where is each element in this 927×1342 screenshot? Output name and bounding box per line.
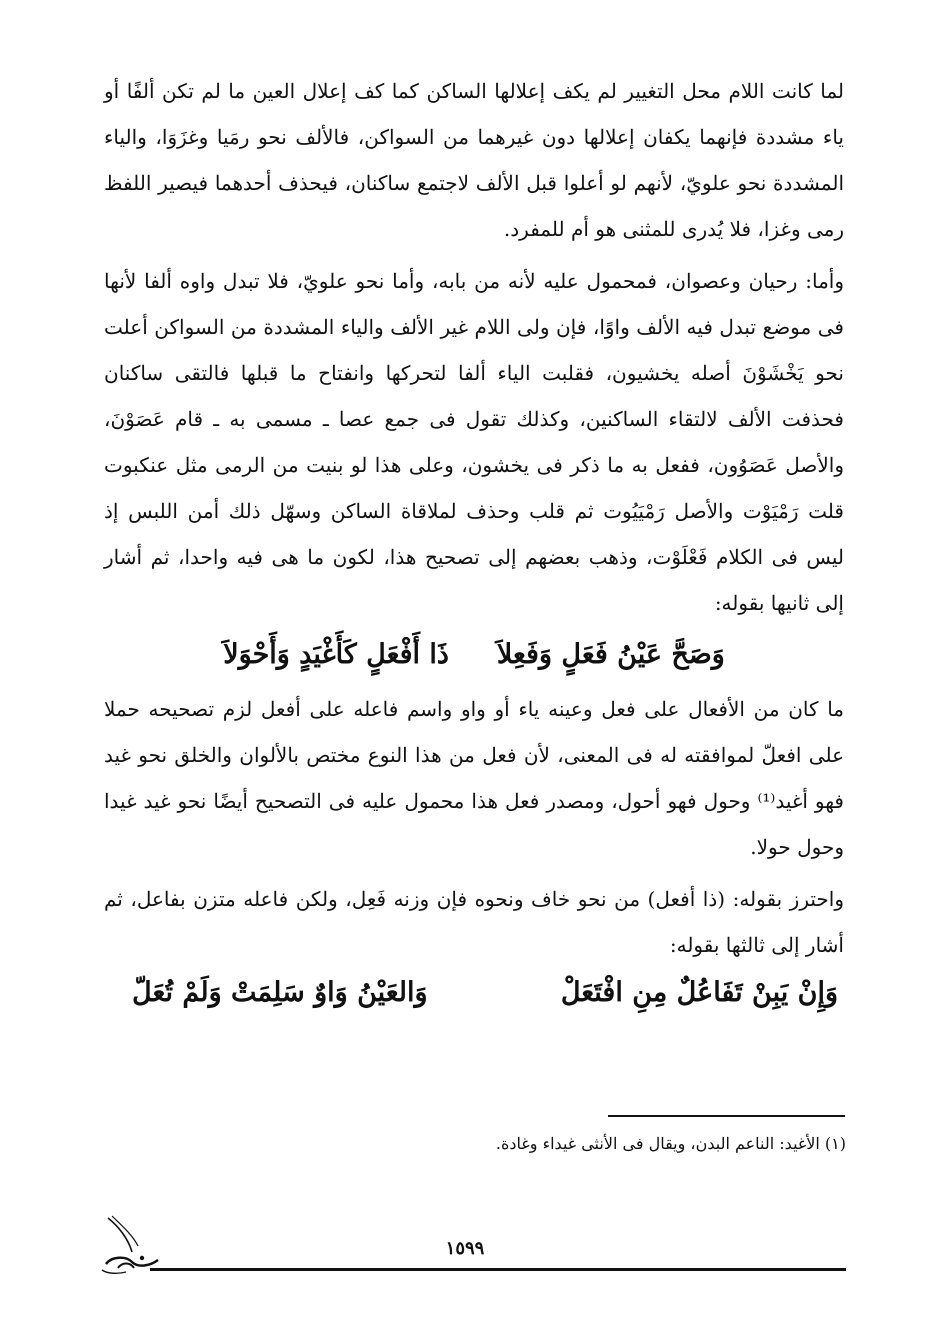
paragraph-3: ما كان من الأفعال على فعل وعينه ياء أو واو واسم فاعله على أفعل لزم تصحيحه حملا على افعلّ لموافقته له فى المعنى، لأن فعل من هذا النوع مختص بالألوان والخلق نحو غيد فهو أغيد⁽¹⁾ وحول فهو أحول، ومصدر فعل هذا محمول عليه فى التصحيح أيضًا نحو غيد غيدا وحول حولا.: [104, 697, 844, 859]
verse-1-right-hemistich: وَصَحَّ عَيْنُ فَعَلٍ وَفَعِلاَ: [496, 639, 725, 670]
footnote-separator: [608, 1115, 845, 1117]
verse-1: [104, 630, 844, 680]
verse-1-left-hemistich: ذَا أَفْعَلٍ كَأَغْيَدٍ وَأَحْوَلاَ: [223, 639, 449, 670]
publisher-ornament-icon: [98, 1212, 170, 1282]
paragraph-4: واحترز بقوله: (ذا أفعل) من نحو خاف ونحوه فإن وزنه فَعِل، ولكن فاعله متزن بفاعل، ثم أشار إلى ثالثها بقوله:: [104, 887, 844, 957]
page-number: ١٥٩٩: [445, 1238, 485, 1259]
verse-2-right-hemistich: وَإِنْ يَبِنْ تَفَاعُلٌ مِنِ افْتَعَلْ: [560, 977, 838, 1008]
paragraph-2: وأما: رحيان وعصوان، فمحمول عليه لأنه من بابه، وأما نحو علويّ، فلا تبدل واوه ألفا لأنها فى موضع تبدل فيه الألف واوًا، فإن ولى اللام غير الألف والياء المشددة من السواكن أعلت نحو يَخْشَوْنَ أصله يخشيون، فقلبت الياء ألفا لتحركها وانفتاح ما قبلها فالتقى ساكنان فحذفت الألف لالتقاء الساكنين، وكذلك تقول فى جمع عصا ـ مسمى به ـ قام عَصَوْنَ، والأصل عَصَوُون، ففعل به ما ذكر فى يخشون، وعلى هذا لو بنيت من الرمى مثل عنكبوت قلت رَمْيَوْت والأصل رَمْيَيُوت ثم قلب وحذف لملاقاة الساكن وسهّل ذلك أمن اللبس إذ ليس فى الكلام فَعْلَوْت، وذهب بعضهم إلى تصحيح هذا، لكون ما هى فيه واحدا، ثم أشار إلى ثانيها بقوله:: [104, 269, 844, 615]
main-text: [104, 68, 844, 1024]
paragraph-1: لما كانت اللام محل التغيير لم يكف إعلالها الساكن كما كف إعلال العين ما لم تكن ألفًا أو ياء مشددة فإنهما يكفان إعلالها دون غيرهما من السواكن، فالألف نحو رمَيا وغزَوَا، والياء المشددة نحو علويّ، لأنهم لو أعلوا قبل الألف لاجتمع ساكنان، فيحذف أحدهما فيصير اللفظ رمى وغزا، فلا يُدرى للمثنى هو أم للمفرد.: [104, 79, 844, 241]
verse-2-left-hemistich: وَالعَيْنُ وَاوٌ سَلِمَتْ وَلَمْ تُعَلّ: [132, 977, 428, 1008]
bottom-rule: [150, 1268, 846, 1271]
verse-2: [104, 968, 844, 1018]
footnote: (١) الأغيد: الناعم البدن، ويقال فى الأنثى غيداء وغادة.: [495, 1134, 846, 1153]
